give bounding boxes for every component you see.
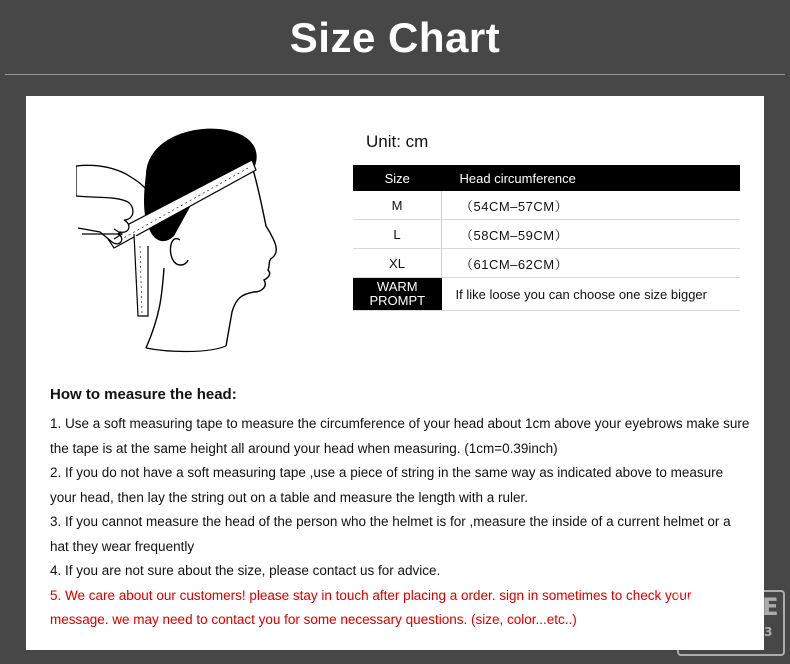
- size-cell: XL: [353, 249, 442, 278]
- size-table: [353, 165, 740, 311]
- howto-steps: [50, 412, 750, 633]
- range-cell: （54CM–57CM）: [442, 191, 741, 220]
- title-divider: [5, 74, 785, 75]
- range-cell: （58CM–59CM）: [442, 220, 741, 249]
- howto-step: 2. If you do not have a soft measuring tape ,use a piece of string in the same way as indicated above to measure your head, then lay the string out on a table and measure the length with a ruler.: [50, 465, 724, 505]
- warm-prompt-label: [353, 278, 442, 311]
- size-cell: L: [353, 220, 442, 249]
- howto-heading: How to measure the head:: [50, 386, 237, 403]
- table-row: [353, 249, 740, 278]
- table-row: [353, 191, 740, 220]
- watermark-line2: NO.1220383: [689, 625, 773, 639]
- unit-label: Unit: cm: [366, 132, 429, 151]
- table-row: [353, 220, 740, 249]
- warm-prompt-row: [353, 278, 740, 311]
- howto-step: 4. If you are not sure about the size, please contact us for advice.: [50, 563, 441, 578]
- howto-step-notice: 5. We care about our customers! please stay in touch after placing a order. sign in sometimes to check your message. we may need to contact you for some necessary questions. (size, color...etc..): [50, 587, 692, 627]
- howto-step: 3. If you cannot measure the head of the person who the helmet is for ,measure the inside of a current helmet or a hat they wear frequently: [50, 514, 731, 554]
- page-title: Size Chart: [289, 14, 501, 61]
- warm-prompt-label-line2: PROMPT: [369, 293, 426, 308]
- warm-prompt-label-line1: WARM: [376, 279, 418, 294]
- howto-step: 1. Use a soft measuring tape to measure the circumference of your head about 1cm above your eyebrows make sure the tape is at the same height all around your head when measuring. (1cm=0.39inch): [50, 416, 750, 456]
- warm-prompt-text: If like loose you can choose one size bigger: [442, 278, 741, 311]
- size-column-header: Size: [353, 165, 442, 191]
- store-watermark: [677, 590, 785, 656]
- size-chart-panel: [26, 96, 764, 650]
- circumference-column-header: Head circumference: [442, 165, 741, 191]
- watermark-line1: STORE: [681, 593, 781, 621]
- range-cell: （61CM–62CM）: [442, 249, 741, 278]
- table-header-row: [353, 165, 740, 191]
- size-cell: M: [353, 191, 442, 220]
- head-measurement-illustration: [76, 116, 306, 356]
